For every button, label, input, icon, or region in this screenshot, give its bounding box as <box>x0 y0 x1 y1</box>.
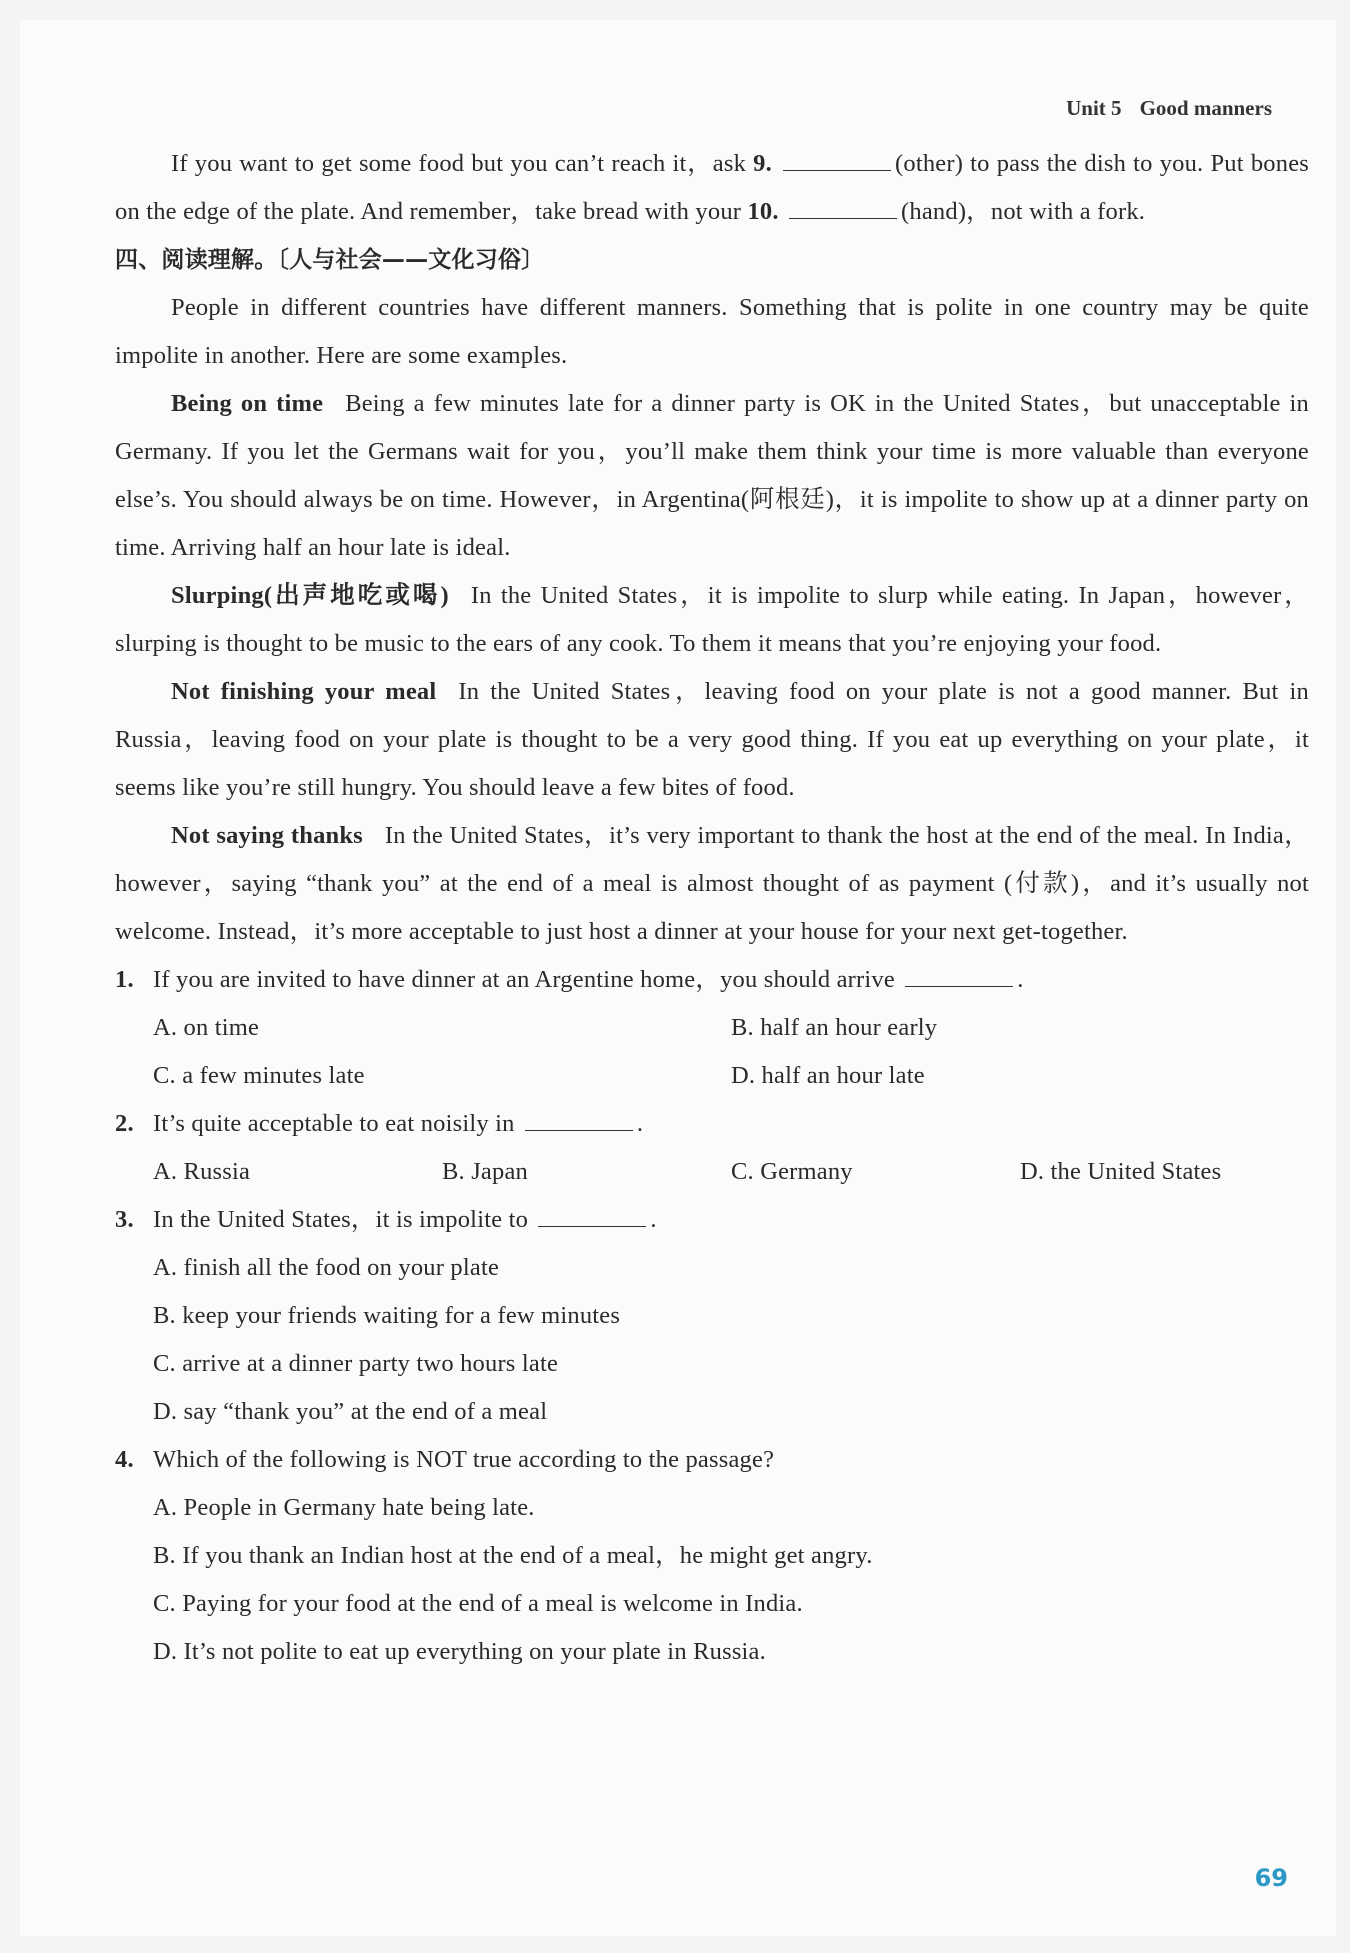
question-stem: If you are invited to have dinner at an Argentine home，you should arrive . <box>153 966 1024 993</box>
section-title: 四、阅读理解。〔人与社会——文化习俗〕 <box>115 247 545 273</box>
paragraph-text: In the United States，leaving food on your plate is not a good manner. But in Russia，leaving food on your plate is thought to be a very good thing. If you eat up everything on your plate，it seems like you’re still hungry. You should leave a few bites of food. <box>115 678 1310 801</box>
option-d[interactable]: D. half an hour late <box>731 1062 925 1089</box>
question-1 <box>115 956 1309 1004</box>
answer-blank-10[interactable] <box>789 196 897 219</box>
content <box>115 140 1309 1676</box>
cloze-continuation <box>115 140 1309 236</box>
question-3 <box>115 1196 1309 1244</box>
paragraph-heading: Not finishing your meal <box>171 678 437 705</box>
question-4 <box>115 1436 1309 1484</box>
question-2 <box>115 1100 1309 1148</box>
option-d[interactable]: D. say “thank you” at the end of a meal <box>153 1398 548 1425</box>
option-b[interactable]: B. Japan <box>442 1158 528 1185</box>
option-a[interactable]: A. Russia <box>153 1158 251 1185</box>
question-number: 1. <box>115 966 134 993</box>
passage-paragraph <box>115 572 1309 668</box>
question-number: 4. <box>115 1446 134 1473</box>
page-number: 69 <box>1254 1864 1288 1892</box>
option-b[interactable]: B. keep your friends waiting for a few minutes <box>153 1302 621 1329</box>
blank-number-9: 9. <box>753 150 772 177</box>
options <box>115 1244 1309 1436</box>
options <box>115 1004 1309 1100</box>
option-a[interactable]: A. on time <box>153 1014 260 1041</box>
header-unit: Unit 5 <box>1066 96 1122 120</box>
answer-blank[interactable] <box>538 1204 646 1227</box>
options <box>115 1148 1309 1196</box>
paragraph-heading: Not saying thanks <box>171 822 363 849</box>
option-c[interactable]: C. Germany <box>731 1158 853 1185</box>
passage-paragraph <box>115 380 1309 572</box>
option-c[interactable]: C. arrive at a dinner party two hours late <box>153 1350 559 1377</box>
option-b[interactable]: B. If you thank an Indian host at the end of a meal，he might get angry. <box>153 1542 873 1569</box>
option-c[interactable]: C. a few minutes late <box>153 1062 365 1089</box>
options <box>115 1484 1309 1676</box>
paragraph-heading: Being on time <box>171 390 324 417</box>
header-title: Good manners <box>1139 96 1272 120</box>
option-d[interactable]: D. the United States <box>1020 1158 1222 1185</box>
option-b[interactable]: B. half an hour early <box>731 1014 938 1041</box>
paragraph-heading: Slurping(出声地吃或喝) <box>171 582 449 609</box>
option-d[interactable]: D. It’s not polite to eat up everything on your plate in Russia. <box>153 1638 766 1665</box>
option-c[interactable]: C. Paying for your food at the end of a meal is welcome in India. <box>153 1590 803 1617</box>
running-header <box>1066 96 1272 121</box>
cloze-text-1: If you want to get some food but you can’t reach it，ask <box>171 150 747 177</box>
passage-intro: People in different countries have different manners. Something that is polite in one country may be quite impolite in another. Here are some examples. <box>115 294 1309 369</box>
paragraph-text: In the United States，it is impolite to slurp while eating. In Japan，however，slurping is thought to be music to the ears of any cook. To them it means that you’re enjoying your food. <box>115 582 1309 657</box>
question-stem: In the United States，it is impolite to . <box>153 1206 657 1233</box>
page <box>20 20 1336 1936</box>
answer-blank-9[interactable] <box>783 148 891 171</box>
cloze-text-2: (other) to pass the dish to you. Put bones on the edge of the plate. And remember，take bread with your <box>115 150 1310 225</box>
cloze-text-3: (hand)，not with a fork. <box>901 198 1146 225</box>
option-a[interactable]: A. finish all the food on your plate <box>153 1254 500 1281</box>
paragraph-text: Being a few minutes late for a dinner party is OK in the United States，but unacceptable in Germany. If you let the Germans wait for you，you’ll make them think your time is more valuable than everyone else’s. You should always be on time. However，in Argentina(阿根廷)，it is impolite to show up at a dinner party on time. Arriving half an hour late is ideal. <box>115 390 1310 561</box>
passage-paragraph <box>115 668 1309 812</box>
question-number: 2. <box>115 1110 134 1137</box>
question-stem: Which of the following is NOT true according to the passage? <box>153 1446 775 1473</box>
answer-blank[interactable] <box>525 1108 633 1131</box>
passage-paragraph <box>115 812 1309 956</box>
option-a[interactable]: A. People in Germany hate being late. <box>153 1494 535 1521</box>
paragraph-text: In the United States，it’s very important to thank the host at the end of the meal. In India，however，saying “thank you” at the end of a meal is almost thought of as payment (付款)，and it’s usually not welcome. Instead，it’s more acceptable to just host a dinner at your house for your next get-together. <box>115 822 1310 945</box>
question-stem: It’s quite acceptable to eat noisily in . <box>153 1110 644 1137</box>
question-number: 3. <box>115 1206 134 1233</box>
blank-number-10: 10. <box>747 198 779 225</box>
answer-blank[interactable] <box>905 964 1013 987</box>
